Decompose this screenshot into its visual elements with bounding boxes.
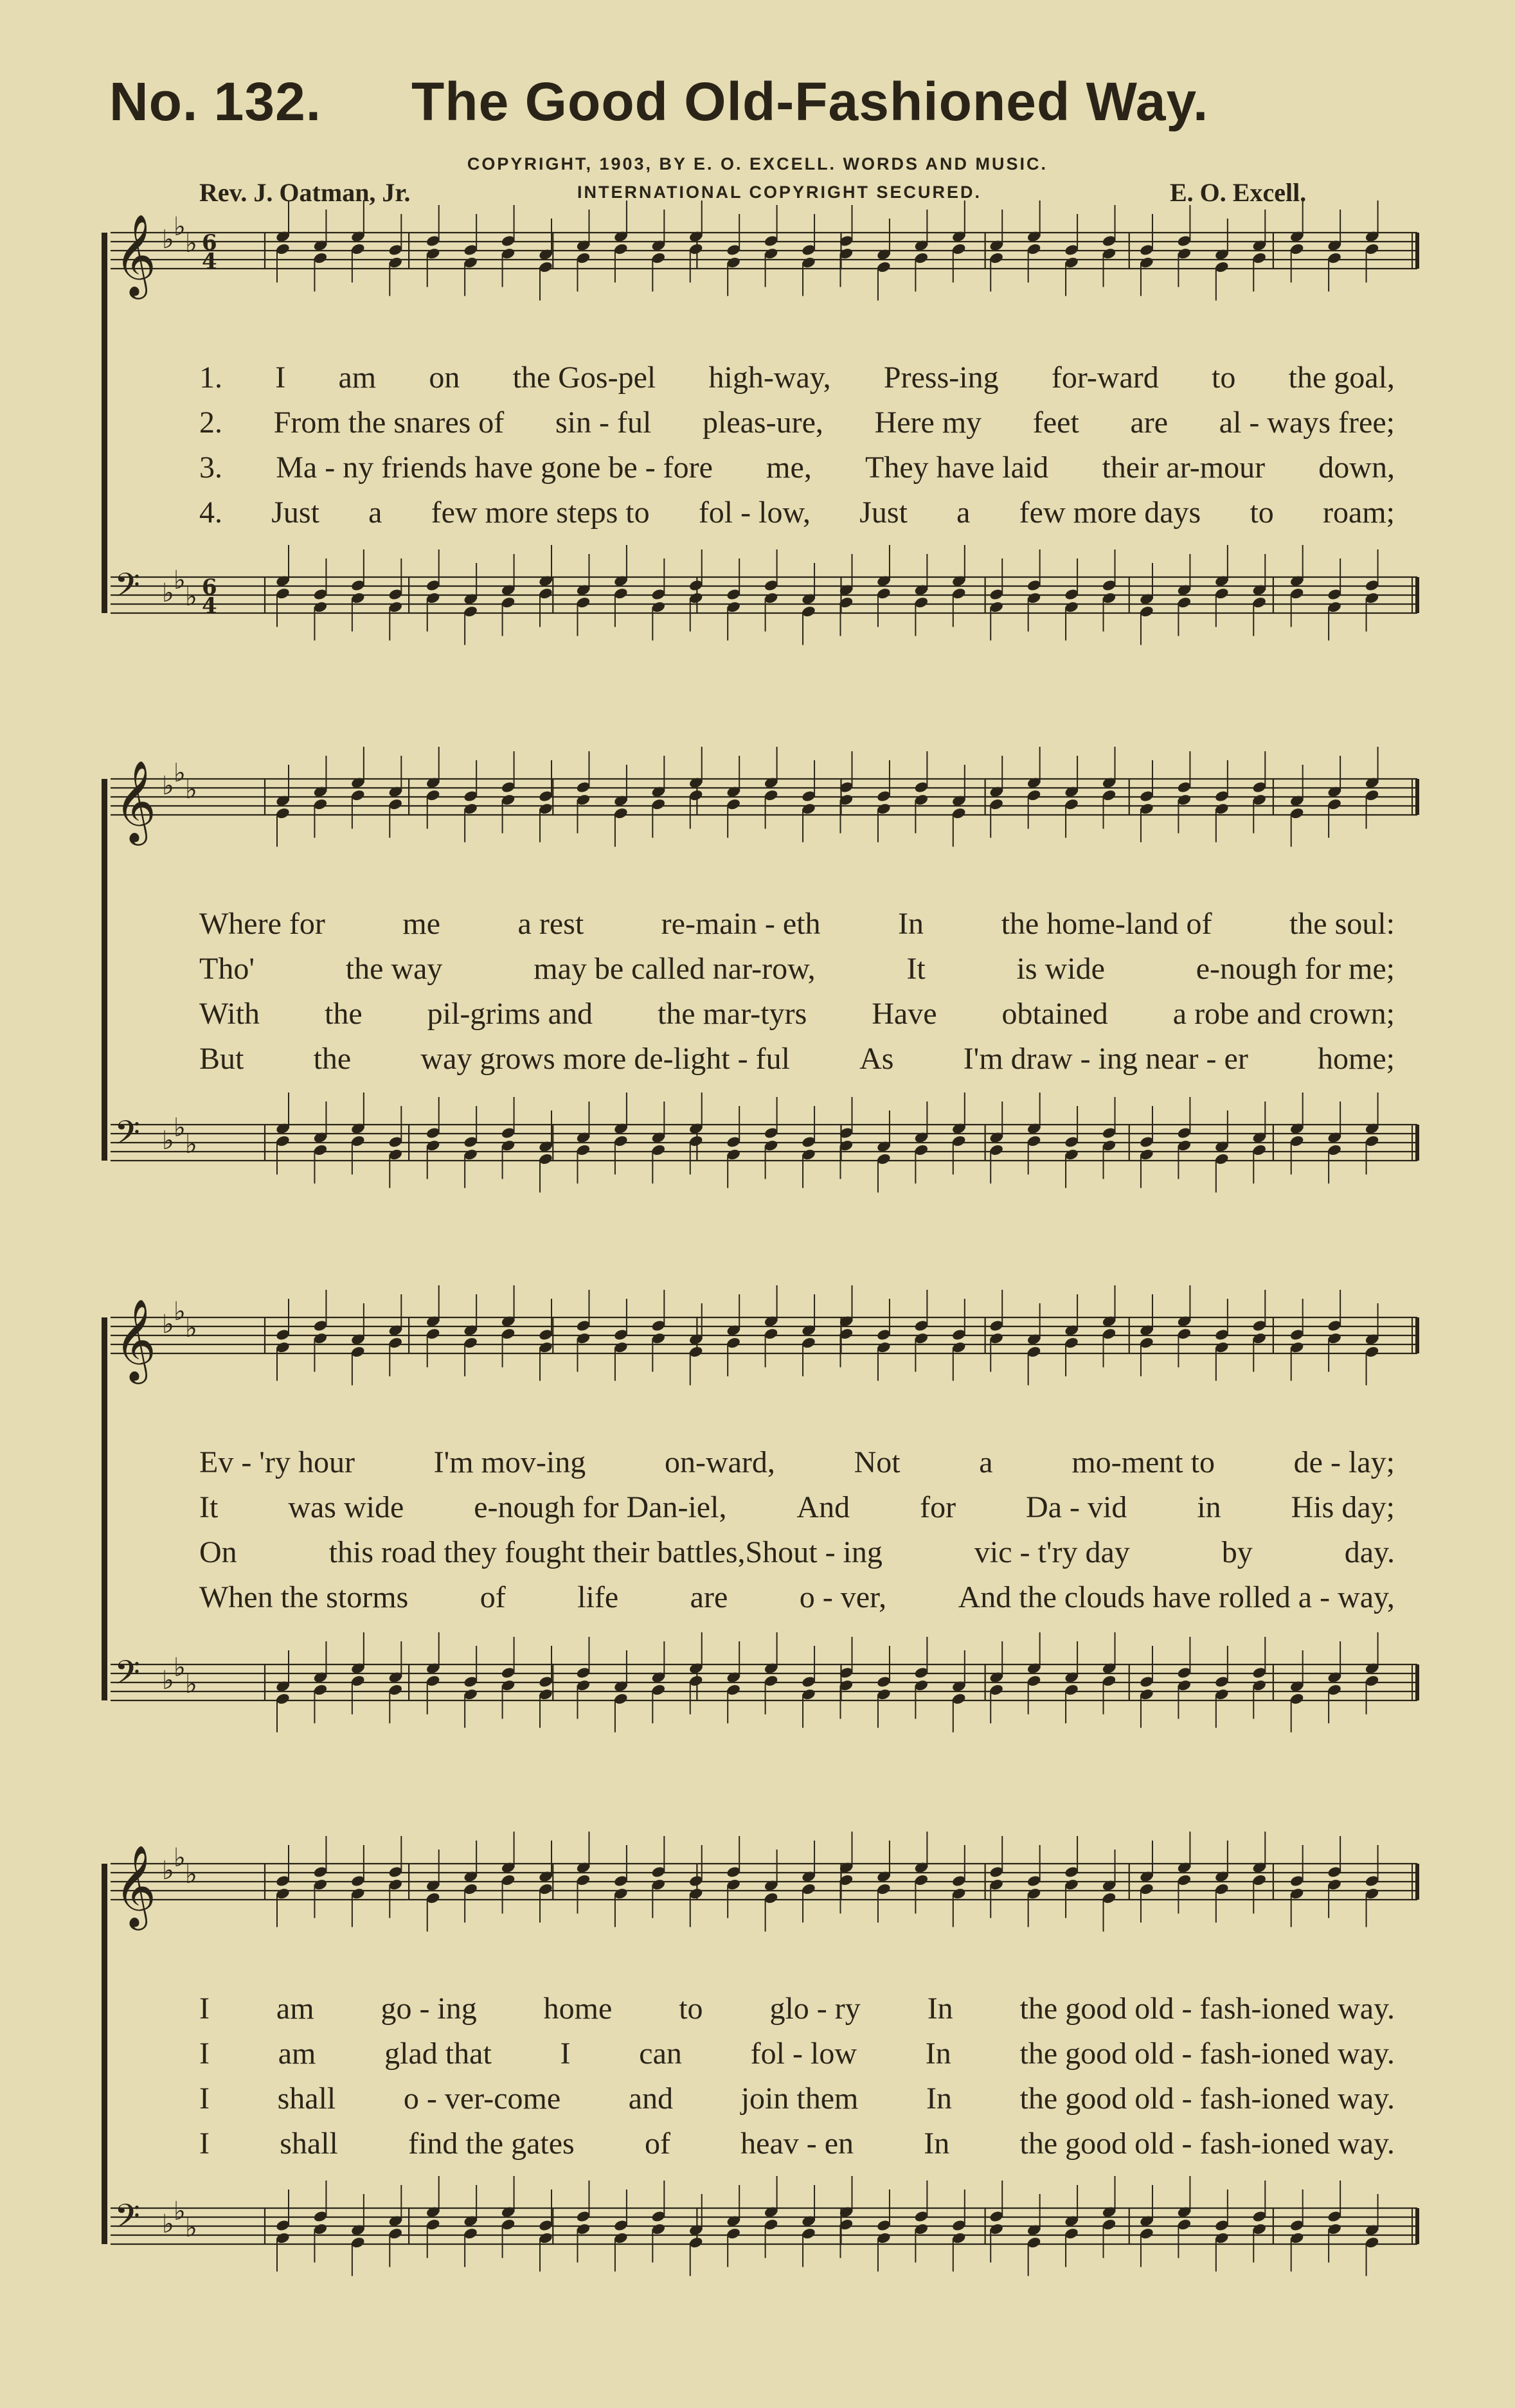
lyric-syllable: was wide xyxy=(288,1490,404,1524)
key-flat-icon: ♭ xyxy=(162,1310,174,1339)
lyric-syllable: Ma - ny friends have gone be - fore xyxy=(276,450,713,485)
lyric-syllable: But xyxy=(199,1042,244,1076)
lyric-syllable: on xyxy=(429,361,460,395)
lyric-syllable: o - ver, xyxy=(799,1580,887,1614)
lyric-syllable: And xyxy=(796,1490,850,1524)
verse-line xyxy=(199,1535,1395,1580)
lyric-syllable: fol - low xyxy=(750,2037,857,2071)
bass-staff xyxy=(0,539,1515,635)
lyric-syllable: am xyxy=(338,361,377,395)
lyric-syllable: the mar-tyrs xyxy=(657,997,807,1031)
key-flat-icon: ♭ xyxy=(185,775,197,805)
treble-staff xyxy=(0,1825,1515,1927)
lyric-syllable: join them xyxy=(740,2082,859,2116)
treble-staff xyxy=(0,1279,1515,1380)
treble-clef-icon: 𝄞 xyxy=(114,760,157,842)
author-credit: Rev. J. Oatman, Jr. xyxy=(199,178,411,207)
lyric-syllable: obtained xyxy=(1001,997,1108,1031)
lyric-syllable: e-nough for me; xyxy=(1196,952,1395,986)
lyric-syllable: me xyxy=(402,907,441,941)
treble-staff xyxy=(0,740,1515,842)
lyric-syllable: am xyxy=(276,1992,314,2026)
key-flat-icon: ♭ xyxy=(174,1843,186,1873)
lyric-syllable: shall xyxy=(277,2082,336,2116)
key-flat-icon: ♭ xyxy=(174,1297,186,1326)
verse-line xyxy=(199,996,1395,1041)
lyric-syllable: of xyxy=(644,2127,670,2161)
key-flat-icon: ♭ xyxy=(162,2209,174,2239)
lyric-syllable: Just xyxy=(271,495,319,530)
lyric-syllable: As xyxy=(859,1042,894,1076)
hymn-number: No. 132. xyxy=(109,71,322,132)
verse-line xyxy=(199,450,1395,495)
lyric-syllable: this road they fought their battles,Shout - ing xyxy=(328,1535,883,1569)
lyric-syllable: Here my xyxy=(874,406,982,440)
key-flat-icon: ♭ xyxy=(174,758,186,788)
treble-clef-icon: 𝄞 xyxy=(114,1298,157,1380)
lyric-syllable: and xyxy=(628,2082,674,2116)
lyric-syllable: a xyxy=(979,1445,993,1479)
lyric-syllable: They have laid xyxy=(865,450,1049,485)
lyric-syllable: de - lay; xyxy=(1293,1445,1395,1479)
lyric-syllable: shall xyxy=(280,2127,338,2161)
lyric-syllable: to xyxy=(1250,495,1274,530)
copyright-secured: INTERNATIONAL COPYRIGHT SECURED. xyxy=(577,183,982,202)
lyric-syllable: the good old - fash-ioned way. xyxy=(1019,2127,1395,2161)
key-flat-icon: ♭ xyxy=(162,578,174,608)
key-flat-icon: ♭ xyxy=(174,566,186,595)
lyric-syllable: for xyxy=(920,1490,956,1524)
copyright-line: COPYRIGHT, 1903, BY E. O. EXCELL. WORDS AND MUSIC. xyxy=(467,154,1048,174)
lyric-syllable: I xyxy=(199,1992,210,2026)
lyric-syllable: Just xyxy=(859,495,908,530)
lyric-syllable: I'm draw - ing near - er xyxy=(963,1042,1248,1076)
system-bracket xyxy=(102,779,127,1170)
key-flat-icon: ♭ xyxy=(162,1666,174,1695)
lyric-syllable: on-ward, xyxy=(664,1445,775,1479)
lyric-syllable: pleas-ure, xyxy=(702,406,823,440)
svg-text:4: 4 xyxy=(202,593,217,619)
lyric-syllable: am xyxy=(278,2037,316,2071)
lyric-syllable: the xyxy=(325,997,363,1031)
key-flat-icon: ♭ xyxy=(174,2197,186,2226)
system-bracket xyxy=(102,1864,127,2253)
lyric-syllable: find the gates xyxy=(408,2127,575,2161)
lyric-syllable: me, xyxy=(766,450,812,485)
system-bracket xyxy=(102,1317,127,1709)
key-flat-icon: ♭ xyxy=(185,229,197,258)
lyric-syllable: al - ways free; xyxy=(1219,406,1395,440)
lyric-syllable: by xyxy=(1221,1535,1253,1569)
lyric-syllable: And the clouds have rolled a - way, xyxy=(958,1580,1395,1614)
lyric-syllable: home; xyxy=(1318,1042,1395,1076)
verse-line xyxy=(199,495,1395,540)
time-signature-icon: 6 xyxy=(202,230,217,256)
lyric-syllable: In xyxy=(925,2037,951,2071)
verse-line xyxy=(199,1445,1395,1490)
lyric-syllable: 4. xyxy=(199,495,222,530)
lyric-syllable: high-way, xyxy=(708,361,831,395)
system-bracket xyxy=(102,233,127,622)
verse-line xyxy=(199,360,1395,405)
lyric-syllable: their ar-mour xyxy=(1102,450,1266,485)
key-flat-icon: ♭ xyxy=(174,212,186,242)
lyric-syllable: life xyxy=(577,1580,619,1614)
lyric-syllable: re-main - eth xyxy=(661,907,821,941)
lyric-syllable: In xyxy=(926,2082,952,2116)
hymn-title: The Good Old-Fashioned Way. xyxy=(411,71,1209,132)
lyric-syllable: the Gos-pel xyxy=(512,361,656,395)
key-flat-icon: ♭ xyxy=(162,1126,174,1155)
lyric-syllable: a robe and crown; xyxy=(1172,997,1395,1031)
verse-line xyxy=(199,1991,1395,2036)
lyric-syllable: In xyxy=(898,907,924,941)
lyric-syllable: are xyxy=(1130,406,1169,440)
lyric-syllable: I xyxy=(199,2082,210,2116)
lyric-syllable: day. xyxy=(1344,1535,1395,1569)
lyric-syllable: may be called nar-row, xyxy=(533,952,816,986)
lyric-syllable: sin - ful xyxy=(555,406,652,440)
lyric-syllable: the way xyxy=(345,952,443,986)
lyric-syllable: I'm mov-ing xyxy=(433,1445,586,1479)
time-signature-icon: 6 xyxy=(202,575,217,600)
lyric-syllable: 2. xyxy=(199,406,222,440)
verse-line xyxy=(199,2126,1395,2171)
lyric-syllable: a rest xyxy=(517,907,584,941)
lyric-syllable: can xyxy=(639,2037,682,2071)
lyric-syllable: roam; xyxy=(1323,495,1395,530)
lyric-syllable: the goal, xyxy=(1288,361,1395,395)
lyric-syllable: 1. xyxy=(199,361,222,395)
lyric-syllable: go - ing xyxy=(381,1992,477,2026)
lyric-syllable: to xyxy=(679,1992,703,2026)
key-flat-icon: ♭ xyxy=(185,1314,197,1343)
lyric-syllable: a xyxy=(956,495,971,530)
verse-line xyxy=(199,2081,1395,2126)
lyric-syllable: feet xyxy=(1032,406,1079,440)
key-flat-icon: ♭ xyxy=(162,225,174,254)
lyric-syllable: Not xyxy=(854,1445,901,1479)
lyric-syllable: in xyxy=(1197,1490,1221,1524)
treble-staff xyxy=(0,194,1515,296)
lyric-syllable: Da - vid xyxy=(1026,1490,1127,1524)
key-flat-icon: ♭ xyxy=(162,771,174,801)
bass-clef-icon: 𝄢 xyxy=(114,566,140,612)
lyric-syllable: It xyxy=(906,952,926,986)
lyric-syllable: From the snares of xyxy=(273,406,505,440)
lyric-syllable: I xyxy=(275,361,286,395)
lyric-syllable: the soul: xyxy=(1289,907,1395,941)
bass-staff xyxy=(0,1086,1515,1182)
lyric-syllable: down, xyxy=(1318,450,1395,485)
lyric-syllable: few more days xyxy=(1019,495,1201,530)
lyric-syllable: are xyxy=(690,1580,728,1614)
lyric-syllable: is wide xyxy=(1016,952,1105,986)
key-flat-icon: ♭ xyxy=(185,582,197,612)
lyric-syllable: It xyxy=(199,1490,219,1524)
lyric-syllable: for-ward xyxy=(1051,361,1159,395)
lyric-syllable: On xyxy=(199,1535,237,1569)
key-flat-icon: ♭ xyxy=(185,2213,197,2243)
lyric-syllable: Where for xyxy=(199,907,325,941)
lyric-syllable: glad that xyxy=(384,2037,492,2071)
key-flat-icon: ♭ xyxy=(185,1860,197,1889)
lyric-syllable: Tho' xyxy=(199,952,255,986)
lyric-syllable: 3. xyxy=(199,450,222,485)
verse-line xyxy=(199,1580,1395,1625)
key-flat-icon: ♭ xyxy=(185,1670,197,1699)
lyric-syllable: the good old - fash-ioned way. xyxy=(1019,2037,1395,2071)
bass-clef-icon: 𝄢 xyxy=(114,2197,140,2243)
lyric-syllable: the home-land of xyxy=(1001,907,1212,941)
verse-line xyxy=(199,951,1395,996)
lyric-syllable: Ev - 'ry hour xyxy=(199,1445,355,1479)
verse-line xyxy=(199,906,1395,951)
key-flat-icon: ♭ xyxy=(185,1130,197,1159)
verse-line xyxy=(199,2036,1395,2081)
lyric-syllable: I xyxy=(199,2127,210,2161)
verse-line xyxy=(199,1041,1395,1086)
lyric-syllable: the xyxy=(313,1042,352,1076)
lyric-syllable: With xyxy=(199,997,260,1031)
lyric-syllable: fol - low, xyxy=(698,495,811,530)
lyric-syllable: Press-ing xyxy=(883,361,999,395)
key-flat-icon: ♭ xyxy=(162,1856,174,1886)
lyric-syllable: the good old - fash-ioned way. xyxy=(1019,2082,1395,2116)
lyric-syllable: pil-grims and xyxy=(427,997,593,1031)
bass-staff xyxy=(0,2170,1515,2266)
lyric-syllable: In xyxy=(927,1992,953,2026)
treble-clef-icon: 𝄞 xyxy=(114,213,157,296)
lyric-syllable: glo - ry xyxy=(769,1992,861,2026)
lyric-syllable: a xyxy=(368,495,382,530)
lyric-syllable: of xyxy=(480,1580,506,1614)
key-flat-icon: ♭ xyxy=(174,1653,186,1682)
lyric-syllable: to xyxy=(1212,361,1236,395)
bass-staff xyxy=(0,1626,1515,1722)
svg-text:4: 4 xyxy=(202,249,217,274)
lyric-syllable: way grows more de-light - ful xyxy=(420,1042,790,1076)
verse-line xyxy=(199,405,1395,450)
lyric-syllable: When the storms xyxy=(199,1580,409,1614)
lyric-syllable: In xyxy=(924,2127,950,2161)
lyric-syllable: His day; xyxy=(1291,1490,1395,1524)
lyric-syllable: few more steps to xyxy=(431,495,650,530)
lyric-syllable: Have xyxy=(872,997,937,1031)
composer-credit: E. O. Excell. xyxy=(1170,178,1307,207)
lyric-syllable: I xyxy=(560,2037,571,2071)
key-flat-icon: ♭ xyxy=(174,1113,186,1143)
lyric-syllable: heav - en xyxy=(740,2127,854,2161)
lyric-syllable: I xyxy=(199,2037,210,2071)
bass-clef-icon: 𝄢 xyxy=(114,1113,140,1160)
bass-clef-icon: 𝄢 xyxy=(114,1653,140,1700)
lyric-syllable: home xyxy=(543,1992,613,2026)
lyric-syllable: the good old - fash-ioned way. xyxy=(1019,1992,1395,2026)
lyric-syllable: vic - t'ry day xyxy=(974,1535,1130,1569)
lyric-syllable: e-nough for Dan-iel, xyxy=(474,1490,727,1524)
lyric-syllable: o - ver-come xyxy=(403,2082,561,2116)
treble-clef-icon: 𝄞 xyxy=(114,1844,157,1927)
verse-line xyxy=(199,1490,1395,1535)
lyric-syllable: mo-ment to xyxy=(1071,1445,1215,1479)
